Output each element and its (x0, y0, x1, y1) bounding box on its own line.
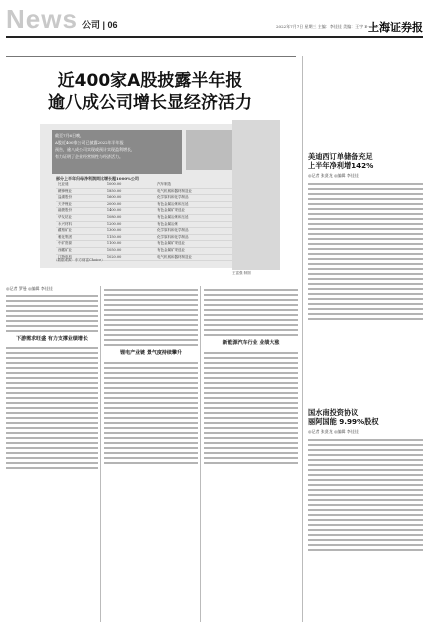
table-cell: 1000.00 (105, 182, 155, 188)
headline-line-1: 近400家A股披露半年报 (57, 71, 243, 91)
table-cell: 有色金属冶炼和压延 (155, 201, 261, 208)
table-cell: 化学原料和化学制品 (155, 234, 261, 241)
body-column-3 (204, 286, 298, 622)
illustration-caption: 王富强 制图 (232, 271, 251, 275)
table-cell: 电气机械和器材制造业 (155, 188, 261, 195)
table-row (56, 247, 261, 254)
table-cell: 有色金属矿采选业 (155, 247, 261, 254)
table-source: （数据来源：东方财富Choice） (54, 258, 105, 262)
table-cell: 1100.00 (105, 241, 155, 248)
table-row (56, 241, 261, 248)
column-rule (200, 286, 201, 622)
lead-box (52, 130, 182, 174)
table-cell: 赣锋锂业 (56, 188, 105, 195)
right-article-2-headline (308, 408, 423, 426)
table-title: 部分上半年归母净利润同比增长超1000%公司 (56, 176, 139, 181)
byline: ◎记者 张贤龙 ◎编辑 李佳佳 (308, 173, 359, 178)
column-rule (100, 286, 101, 622)
table-cell: 盐湖股份 (56, 195, 105, 202)
table-row (56, 228, 261, 235)
data-table (56, 182, 261, 261)
table-cell: 雅化集团 (56, 234, 105, 241)
masthead (6, 6, 423, 38)
date-line: 2022年7月7日 星期三 主编：李佳佳 美编：王宇 E-mail： (276, 24, 382, 29)
table-cell: 有色金属矿采选业 (155, 241, 261, 248)
table-cell: 化学原料和化学制品 (155, 228, 261, 235)
body-column-2 (104, 286, 198, 622)
right-article-1-body (308, 180, 423, 400)
brand-news: News (6, 4, 78, 34)
table-row (56, 195, 261, 202)
table-cell: 永兴材料 (56, 221, 105, 228)
headline-line-2: 逾八成公司增长显经济活力 (48, 93, 252, 113)
table-cell: 1150.00 (105, 234, 155, 241)
lead-line: 截至7月6日晚， (55, 133, 85, 138)
column-rule (302, 56, 303, 622)
table-cell: 西藏矿业 (56, 247, 105, 254)
table-cell: 中矿资源 (56, 241, 105, 248)
illustration (232, 120, 280, 270)
table-cell: 1400.00 (105, 208, 155, 215)
table-cell: 融捷股份 (56, 208, 105, 215)
subhead: 下游需求旺盛 有力支撑业绩增长 (16, 335, 88, 342)
table-row (56, 234, 261, 241)
table-cell: 1080.00 (105, 214, 155, 221)
table-cell: 1300.00 (105, 228, 155, 235)
headline-line: 国水南投资协议 (308, 408, 359, 417)
table-cell: 华友钴业 (56, 214, 105, 221)
table-row (56, 201, 261, 208)
table-row (56, 221, 261, 228)
table-cell: 1850.00 (105, 188, 155, 195)
paper-name: 上海证券报 (368, 21, 423, 34)
byline: ◎记者 张贤龙 ◎编辑 李佳佳 (308, 429, 359, 434)
section-label: 公司 | 06 (82, 20, 118, 30)
table-row (56, 208, 261, 215)
right-article-1-headline (308, 152, 423, 170)
subhead: 锂电产业链 景气度持续攀升 (120, 350, 182, 356)
right-article-2-body (308, 436, 423, 622)
table-cell: 电气机械和器材制造业 (155, 254, 261, 261)
table-row (56, 188, 261, 195)
lead-line: 有力证明了企业经营韧性与经济活力。 (55, 154, 123, 159)
table-cell: 有色金属冶炼 (155, 221, 261, 228)
table-cell: 藏格矿业 (56, 228, 105, 235)
table-cell: 有色金属矿采选业 (155, 208, 261, 215)
table-cell: 比亚迪 (56, 182, 105, 188)
table-cell: 有色金属冶炼和压延 (155, 214, 261, 221)
table-cell: 天齐锂业 (56, 201, 105, 208)
table-cell: 1050.00 (105, 247, 155, 254)
table-cell: 江特电机 (56, 254, 105, 261)
table-cell: 化学原料和化学制品 (155, 195, 261, 202)
headline-rule (6, 56, 296, 57)
headline-line: 美迪西订单储备充足 (308, 152, 373, 161)
byline: ◎记者 罗曼 ◎编辑 李佳佳 (6, 286, 53, 291)
table-cell: 2000.00 (105, 201, 155, 208)
table-row (56, 214, 261, 221)
subhead: 新能源汽车行业 业绩大涨 (222, 340, 280, 346)
table-cell: 1200.00 (105, 221, 155, 228)
headline-line: 上半年净利增142% (308, 161, 374, 170)
headline-line: 丽阿国能 9.99%股权 (308, 417, 379, 426)
table-cell: 1600.00 (105, 195, 155, 202)
lead-line: 预告，逾八成公司实现或预计实现盈利增长， (55, 147, 135, 152)
table-cell: 汽车制造 (155, 182, 261, 188)
lead-line: A股近400家公司已披露2022年半年报 (55, 140, 124, 145)
table-cell: 1020.00 (105, 254, 155, 261)
body-column-1 (6, 286, 98, 622)
main-headline (20, 70, 280, 114)
